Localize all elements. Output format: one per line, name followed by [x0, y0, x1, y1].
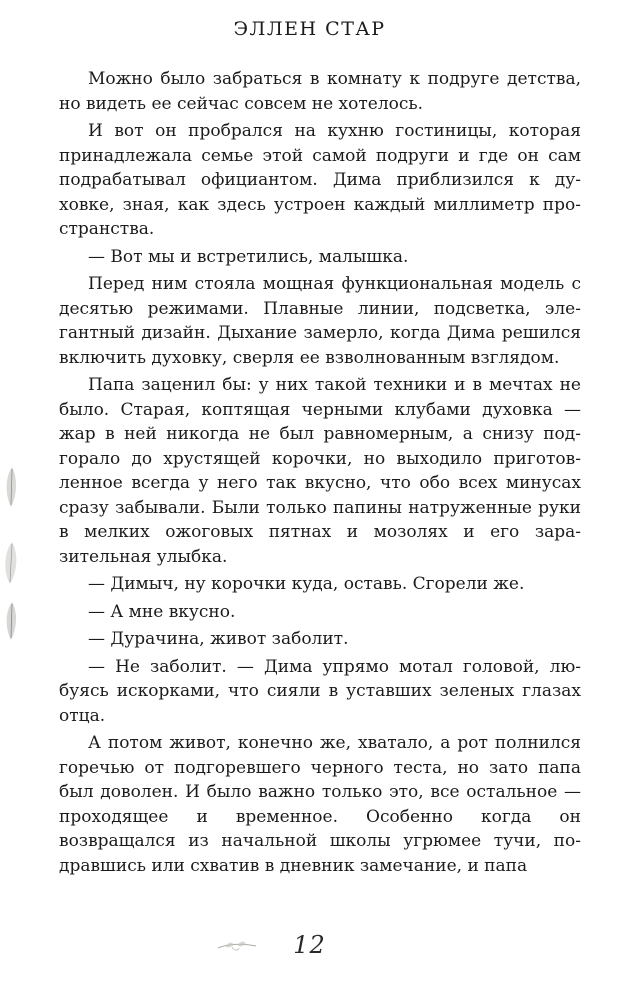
leaf-icon — [0, 540, 22, 586]
dialogue-line: — Не заболит. — Дима упрямо мотал головой, любуясь искорками, что сияли в уставших зеленых глазах отца. — [59, 656, 581, 726]
dialogue-line: — Дурачина, живот заболит. — [88, 629, 349, 649]
dialogue-line: — А мне вкусно. — [88, 601, 236, 622]
body-text — [59, 67, 581, 881]
paragraph: Можно было забраться в комнату к подруге детства, но видеть ее сейчас совсем не хотелось. — [59, 69, 581, 114]
page-number: 12 — [293, 931, 326, 959]
leaf-icon — [2, 465, 22, 509]
paragraph: Папа заценил бы: у них такой техники и в мечтах не было. Старая, коптящая черными клубами духовка — жар в ней никогда не был равномерным, а снизу подгорало до хрустящей корочки, но выходило приготовленное всегда у него так вкусно, что обо всех минусах сразу забывали. Были только папины натруженные руки в мелких ожоговых пятнах и мозолях и его заразительная улыбка. — [59, 375, 581, 567]
running-header: ЭЛЛЕН СТАР — [233, 18, 386, 40]
dialogue-line: — Димыч, ну корочки куда, оставь. Сгорели же. — [88, 574, 525, 594]
leaf-icon — [3, 600, 21, 642]
paragraph: И вот он пробрался на кухню гостиницы, которая принадлежала семье этой самой подруги и где он сам подрабатывал официантом. Дима приблизился к духовке, зная, как здесь устроен каждый миллиметр пространства. — [59, 121, 581, 239]
paragraph: Перед ним стояла мощная функциональная модель с десятью режимами. Плавные линии, подсветка, элегантный дизайн. Дыхание замерло, когда Дима решился включить духовку, сверля ее взволнованным взглядом. — [59, 274, 581, 368]
paragraph: А потом живот, конечно же, хватало, а рот полнился горечью от подгоревшего черного теста, но зато папа был доволен. И было важно только это, все остальное — проходящее и временное. Особенно когда он возвращался из начальной школы угрюмее тучи, подравшись или схватив в дневник замечание, и папа — [59, 733, 581, 876]
dialogue-line: — Вот мы и встретились, малышка. — [88, 246, 409, 267]
